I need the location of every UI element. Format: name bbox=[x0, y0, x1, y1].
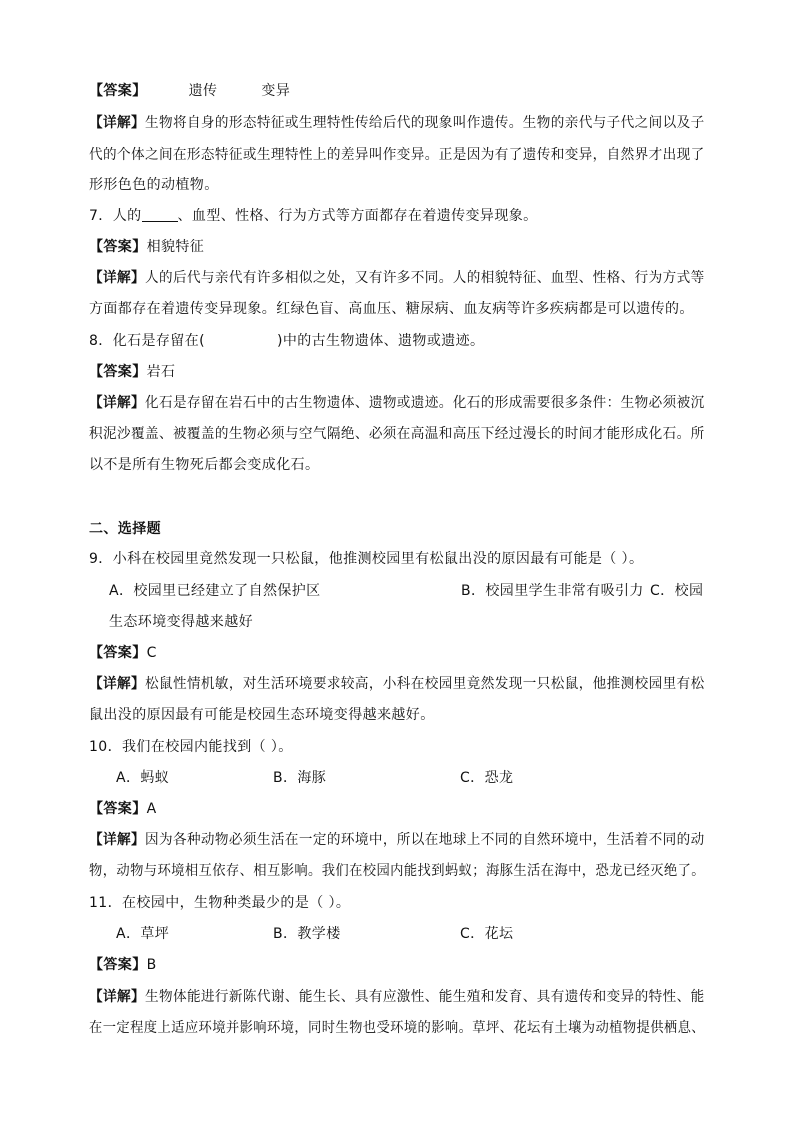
q6-detail-text: 生物将自身的形态特征或生理特性传给后代的现象叫作遗传。生物的亲代与子代之间以及子 bbox=[144, 115, 705, 131]
q7-blank bbox=[142, 207, 178, 222]
q11-detail-line-2: 在一定程度上适应环境并影响环境，同时生物也受环境的影响。草坪、花坛有土壤为动植物提供栖息、 bbox=[89, 1020, 705, 1036]
answer-label: 【答案】 bbox=[89, 645, 147, 661]
detail-label: 【详解】 bbox=[89, 395, 145, 411]
q10-detail-line-1 bbox=[89, 830, 705, 850]
q8-stem-post: )中的古生物遗体、遗物或遗迹。 bbox=[276, 333, 485, 349]
q10-options-line bbox=[116, 768, 616, 788]
q11-options-line bbox=[116, 924, 616, 944]
q9-detail-line-1 bbox=[89, 674, 705, 694]
q8-detail-line-1 bbox=[89, 393, 705, 413]
q7-detail-line-1 bbox=[89, 268, 705, 288]
detail-label: 【详解】 bbox=[89, 676, 145, 692]
q7-answer-line bbox=[89, 237, 204, 257]
q10-detail-text: 因为各种动物必须生活在一定的环境中，所以在地球上不同的自然环境中，生活着不同的动 bbox=[144, 832, 705, 848]
q8-answer-line bbox=[89, 362, 175, 382]
q7-detail-text: 人的后代与亲代有许多相似之处，又有许多不同。人的相貌特征、血型、性格、行为方式等 bbox=[144, 270, 705, 286]
q7-answer: 相貌特征 bbox=[146, 239, 205, 255]
answer-label: 【答案】 bbox=[89, 364, 147, 380]
q6-answer-line bbox=[89, 81, 290, 101]
answer-label: 【答案】 bbox=[89, 83, 147, 99]
q7-stem-post: 、血型、性格、行为方式等方面都存在着遗传变异现象。 bbox=[177, 208, 538, 224]
answer-label: 【答案】 bbox=[89, 801, 147, 817]
answer-label: 【答案】 bbox=[89, 239, 147, 255]
q10-answer-line bbox=[89, 799, 157, 819]
q6-detail-line-2: 代的个体之间在形态特征或生理特性上的差异叫作变异。正是因为有了遗传和变异，自然界才出现了 bbox=[89, 147, 705, 163]
q9-detail-text: 松鼠性情机敏，对生活环境要求较高，小科在校园里竟然发现一只松鼠，他推测校园里有松 bbox=[144, 676, 705, 692]
q11-answer-line bbox=[89, 955, 157, 975]
q11-stem: 11．在校园中，生物种类最少的是（ ）。 bbox=[89, 895, 351, 911]
q7-stem bbox=[89, 206, 538, 226]
section-title: 二、选择题 bbox=[89, 521, 161, 537]
q8-answer: 岩石 bbox=[146, 364, 176, 380]
detail-label: 【详解】 bbox=[89, 115, 145, 131]
q10-answer: A bbox=[146, 801, 157, 817]
q11-option-b: B．教学楼 bbox=[273, 926, 341, 942]
detail-label: 【详解】 bbox=[89, 270, 145, 286]
detail-label: 【详解】 bbox=[89, 989, 145, 1005]
q11-detail-line-1 bbox=[89, 987, 705, 1007]
q9-options-line bbox=[109, 581, 703, 601]
q8-stem bbox=[89, 331, 484, 351]
q10-detail-line-2: 物，动物与环境相互依存、相互影响。我们在校园内能找到蚂蚁；海豚生活在海中，恐龙已经灭绝了。 bbox=[89, 863, 705, 879]
q11-detail-text: 生物体能进行新陈代谢、能生长、具有应激性、能生殖和发育、具有遗传和变异的特性、能 bbox=[144, 989, 705, 1005]
q6-detail-line-1 bbox=[89, 113, 705, 133]
q9-answer: C bbox=[146, 645, 157, 661]
q6-answer-2: 变异 bbox=[261, 83, 291, 99]
q7-detail-line-2: 方面都存在着遗传变异现象。红绿色盲、高血压、糖尿病、血友病等许多疾病都是可以遗传的。 bbox=[89, 301, 694, 317]
detail-label: 【详解】 bbox=[89, 832, 145, 848]
q10-stem: 10．我们在校园内能找到（ ）。 bbox=[89, 739, 293, 755]
q9-option-c-cont: 生态环境变得越来越好 bbox=[109, 614, 253, 630]
q8-detail-text: 化石是存留在岩石中的古生物遗体、遗物或遗迹。化石的形成需要很多条件：生物必须被沉 bbox=[144, 395, 705, 411]
q10-option-b: B．海豚 bbox=[273, 770, 327, 786]
q10-option-a: A．蚂蚁 bbox=[116, 770, 170, 786]
q9-option-a: A．校园里已经建立了自然保护区 bbox=[109, 583, 321, 599]
q6-detail-line-3: 形形色色的动植物。 bbox=[89, 177, 219, 193]
q9-detail-line-2: 鼠出没的原因最有可能是校园生态环境变得越来越好。 bbox=[89, 707, 435, 723]
q11-option-a: A．草坪 bbox=[116, 926, 170, 942]
q8-detail-line-2: 积泥沙覆盖、被覆盖的生物必须与空气隔绝、必须在高温和高压下经过漫长的时间才能形成化石。所 bbox=[89, 426, 705, 442]
q8-stem-pre: 8．化石是存留在( bbox=[89, 333, 205, 349]
q6-answer-1: 遗传 bbox=[188, 83, 218, 99]
q9-option-c: C．校园 bbox=[650, 583, 704, 599]
q9-stem: 9．小科在校园里竟然发现一只松鼠，他推测校园里有松鼠出没的原因最有可能是（ ）。 bbox=[89, 551, 644, 567]
q10-option-c: C．恐龙 bbox=[460, 770, 514, 786]
q8-detail-line-3: 以不是所有生物死后都会变成化石。 bbox=[89, 457, 320, 473]
q11-answer: B bbox=[146, 957, 157, 973]
q9-option-b: B．校园里学生非常有吸引力 bbox=[461, 583, 644, 599]
q7-stem-pre: 7．人的 bbox=[89, 208, 142, 224]
answer-label: 【答案】 bbox=[89, 957, 147, 973]
q9-answer-line bbox=[89, 643, 157, 663]
q11-option-c: C．花坛 bbox=[460, 926, 514, 942]
